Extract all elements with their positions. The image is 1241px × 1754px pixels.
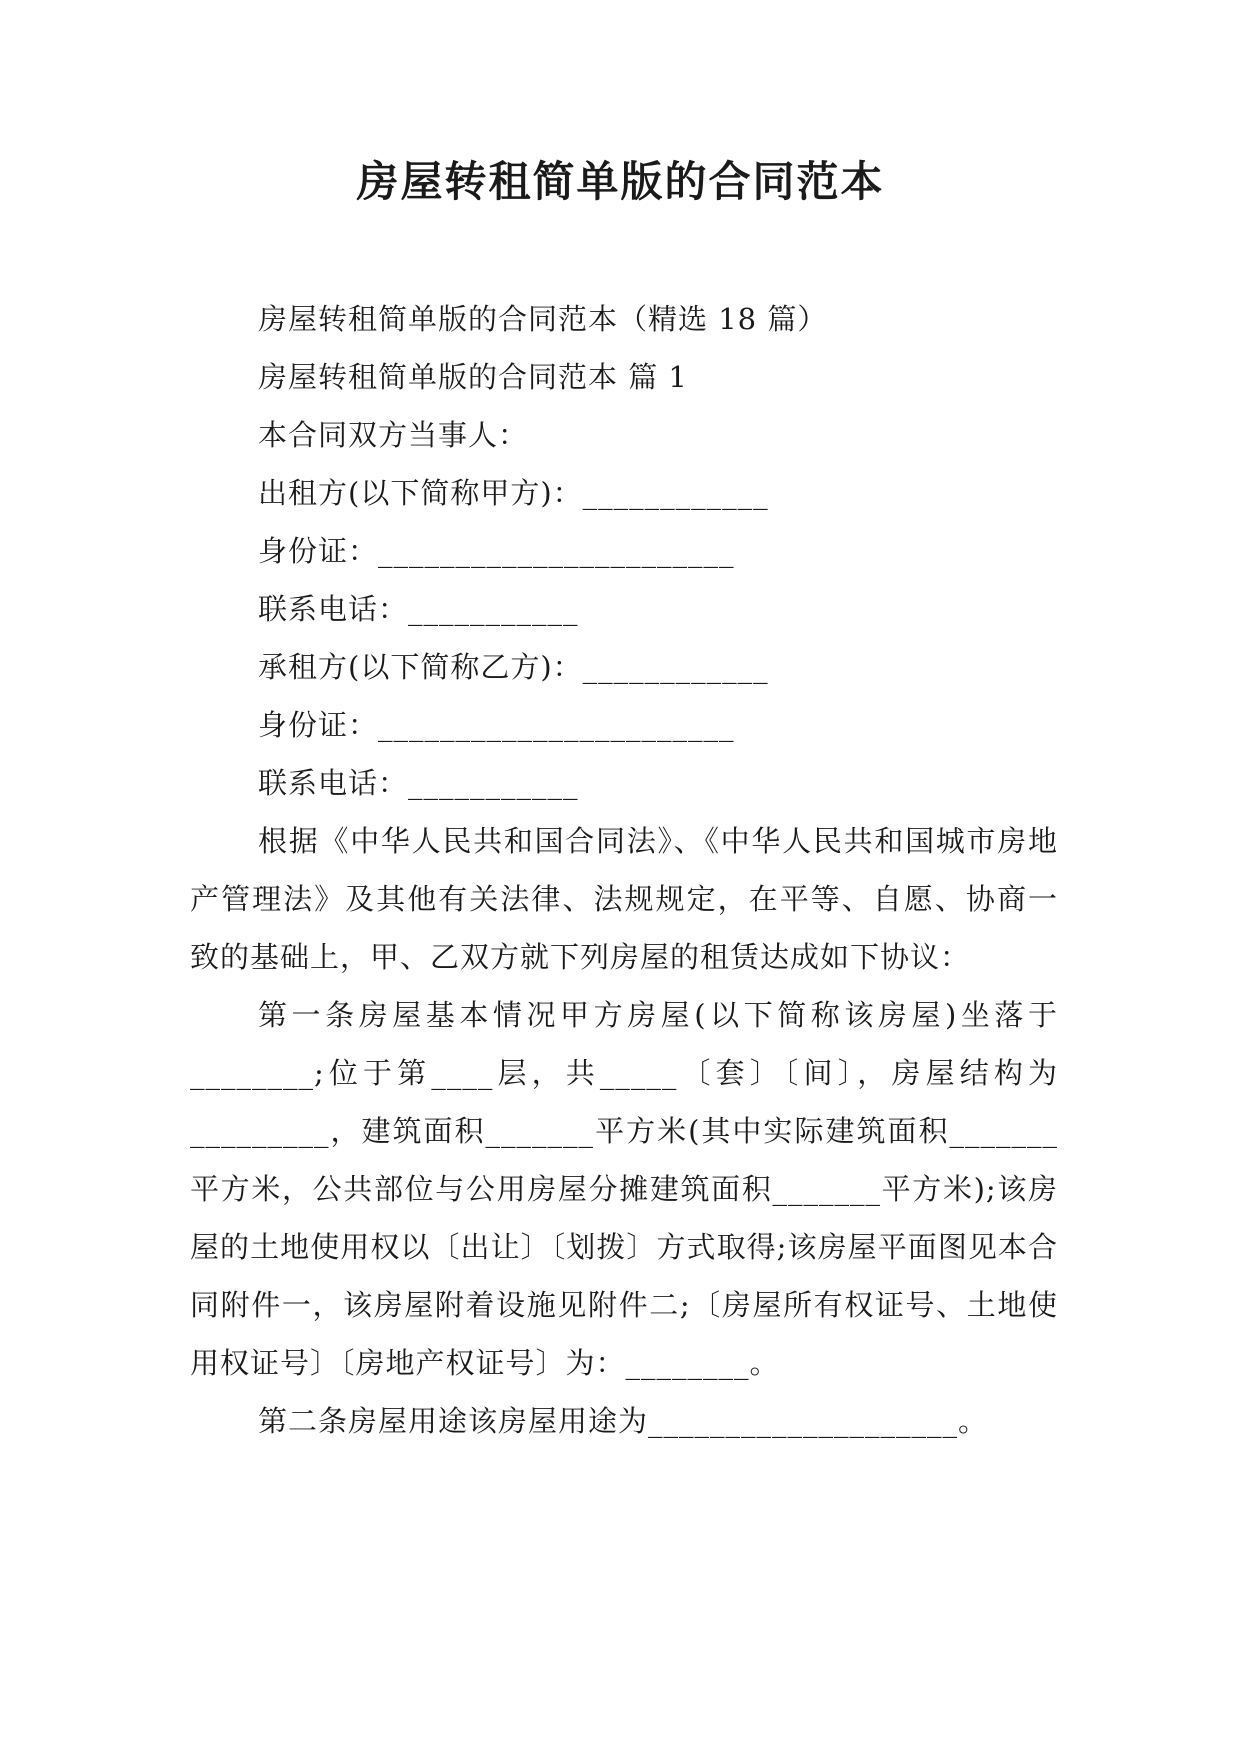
paragraph-lessee-phone: 联系电话：___________: [258, 766, 579, 800]
document-title: 房屋转租简单版的合同范本: [356, 157, 885, 206]
document-body: [190, 290, 1058, 1450]
paragraph-legal-basis: 根据《中华人民共和国合同法》、《中华人民共和国城市房地产管理法》及其他有关法律、法规规定，在平等、自愿、协商一致的基础上，甲、乙双方就下列房屋的租赁达成如下协议：: [190, 824, 1058, 974]
paragraph-lessee-id: 身份证：_______________________: [258, 708, 735, 742]
paragraph-lessee: 承租方(以下简称乙方)：____________: [258, 650, 769, 684]
paragraph-article-1: 第一条房屋基本情况甲方房屋(以下简称该房屋)坐落于________;位于第____层，共_____〔套〕〔间〕，房屋结构为_________，建筑面积_______平方米(其中实际建筑面积_______平方米，公共部位与公用房屋分摊建筑面积_______平方米);该房屋的土地使用权以〔出让〕〔划拨〕方式取得;该房屋平面图见本合同附件一，该房屋附着设施见附件二;〔房屋所有权证号、土地使用权证号〕〔房地产权证号〕为：________。: [190, 998, 1058, 1380]
paragraph-lessor: 出租方(以下简称甲方)：____________: [258, 476, 769, 510]
paragraph-section-heading: 房屋转租简单版的合同范本 篇 1: [258, 360, 688, 394]
paragraph-lessor-phone: 联系电话：___________: [258, 592, 579, 626]
paragraph-parties-intro: 本合同双方当事人：: [258, 418, 529, 452]
paragraph-lessor-id: 身份证：_______________________: [258, 534, 735, 568]
paragraph-subtitle: 房屋转租简单版的合同范本（精选 18 篇）: [258, 302, 828, 336]
paragraph-article-2: 第二条房屋用途该房屋用途为____________________。: [258, 1404, 989, 1438]
